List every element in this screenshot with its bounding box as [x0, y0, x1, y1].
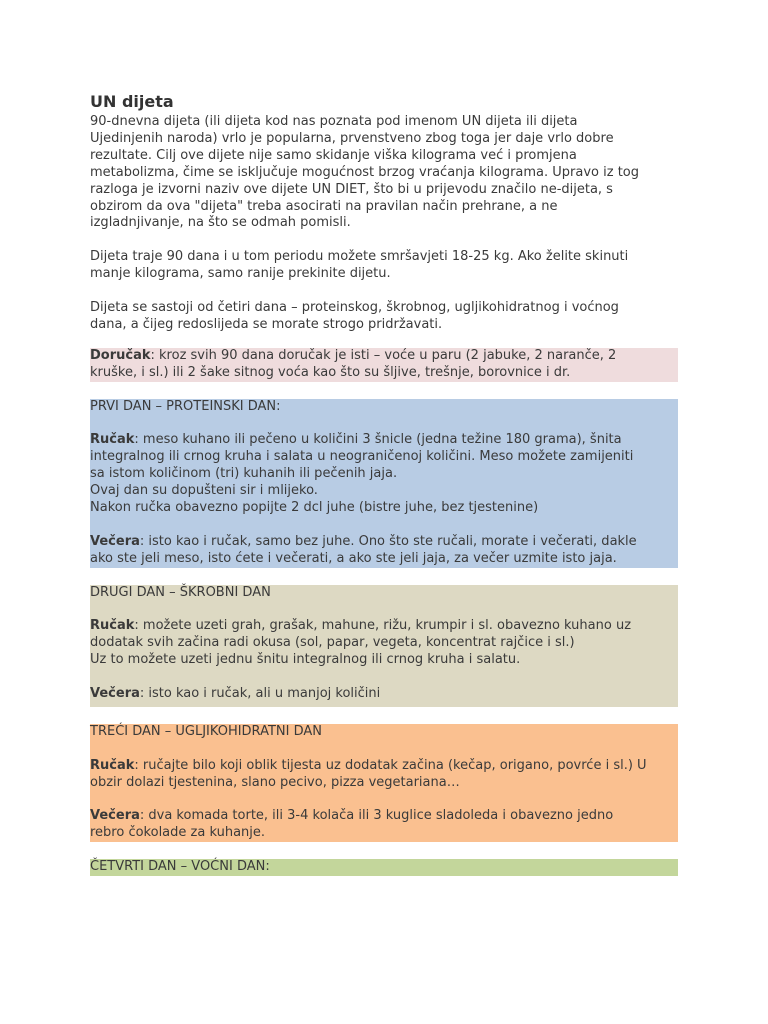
- day3-dinner: [90, 808, 678, 842]
- day2-dinner-text: : isto kao i ručak, ali u manjoj količini: [139, 686, 381, 701]
- document-title: UN dijeta: [90, 92, 174, 111]
- day3-lunch-text: : ručajte bilo koji oblik tijesta uz dodatak začina (kečap, origano, povrće i sl.) U obzir dolazi tjestenina, slano pecivo, pizza vegetariana…: [90, 757, 647, 790]
- day3-heading: TREĆI DAN – UGLJIKOHIDRATNI DAN: [90, 723, 322, 739]
- intro-paragraph-3: Dijeta se sastoji od četiri dana – proteinskog, škrobnog, ugljikohidratnog i voćnog dana, a čijeg redoslijeda se morate strogo pridržavati.: [90, 299, 619, 332]
- day1-dinner-text: : isto kao i ručak, samo bez juhe. Ono što ste ručali, morate i večerati, dakle ako ste jeli meso, isto ćete i večerati, a ako ste jeli jaja, za večer uzmite isto jaja.: [90, 533, 637, 566]
- day1-dinner-label: Večera: [90, 533, 140, 549]
- day3-dinner-text: : dva komada torte, ili 3-4 kolača ili 3 kuglice sladoleda i obavezno jedno rebro čokolade za kuhanje.: [90, 808, 614, 841]
- day2-lunch-text: : možete uzeti grah, grašak, mahune, rižu, krumpir i sl. obavezno kuhano uz dodatak svih začina radi okusa (sol, papar, vegeta, koncentrat rajčice i sl.) Uz to možete uzeti jednu šnitu integralnog ili crnog kruha i salatu.: [90, 618, 632, 668]
- day2-section: [90, 585, 678, 707]
- day1-lunch-label: Ručak: [90, 432, 135, 448]
- day1-section: [90, 399, 678, 568]
- day1-heading: PRVI DAN – PROTEINSKI DAN:: [90, 398, 281, 414]
- intro-paragraph-2: Dijeta traje 90 dana i u tom periodu možete smršavjeti 18-25 kg. Ako želite skinuti manje kilograma, samo ranije prekinite dijetu.: [90, 249, 629, 282]
- day2-dinner: [90, 686, 678, 703]
- day2-lunch-label: Ručak: [90, 618, 135, 634]
- day4-section: [90, 859, 678, 876]
- day2-dinner-label: Večera: [90, 686, 140, 701]
- day3-dinner-label: Večera: [90, 808, 140, 824]
- breakfast-paragraph: [90, 348, 678, 382]
- day2-heading: DRUGI DAN – ŠKROBNI DAN: [90, 584, 271, 600]
- day4-heading: ČETVRTI DAN – VOĆNI DAN:: [90, 859, 270, 875]
- day1-lunch-text: : meso kuhano ili pečeno u količini 3 šnicle (jedna težine 180 grama), šnita integralnog ili crnog kruha i salata u neograničenoj količini. Meso možete zamijeniti sa istom količinom (tri) kuhanih ili pečenih jaja. Ovaj dan su dopušteni sir i mlijeko. Nakon ručka obavezno popijte 2 dcl juhe (bistre juhe, bez tjestenine): [90, 432, 634, 515]
- day2-lunch: [90, 618, 678, 669]
- day1-dinner: [90, 534, 678, 568]
- breakfast-section: [90, 348, 678, 382]
- document-body: [90, 92, 678, 876]
- day3-lunch-label: Ručak: [90, 757, 135, 773]
- day3-lunch: [90, 758, 678, 792]
- day3-section: [90, 724, 678, 842]
- intro-paragraph-1: 90-dnevna dijeta (ili dijeta kod nas poznata pod imenom UN dijeta ili dijeta Ujedinjenih naroda) vrlo je popularna, prvenstveno zbog toga jer daje vrlo dobre rezultate. Cilj ove dijete nije samo skidanje viška kilograma već i promjena metabolizma, čime se isključuje mogućnost brzog vraćanja kilograma. Upravo iz tog razloga je izvorni naziv ove dijete UN DIET, što bi u prijevodu značilo ne-dijeta, s obzirom da ova "dijeta" treba asocirati na pravilan način prehrane, a ne izgladnjivanje, na što se odmah pomisli.: [90, 114, 640, 231]
- breakfast-text: : kroz svih 90 dana doručak je isti – voće u paru (2 jabuke, 2 naranče, 2 kruške, i sl.) ili 2 šake sitnog voća kao što su šljive, trešnje, borovnice i dr.: [90, 347, 617, 380]
- breakfast-label: Doručak: [90, 347, 151, 363]
- day1-lunch: [90, 432, 678, 517]
